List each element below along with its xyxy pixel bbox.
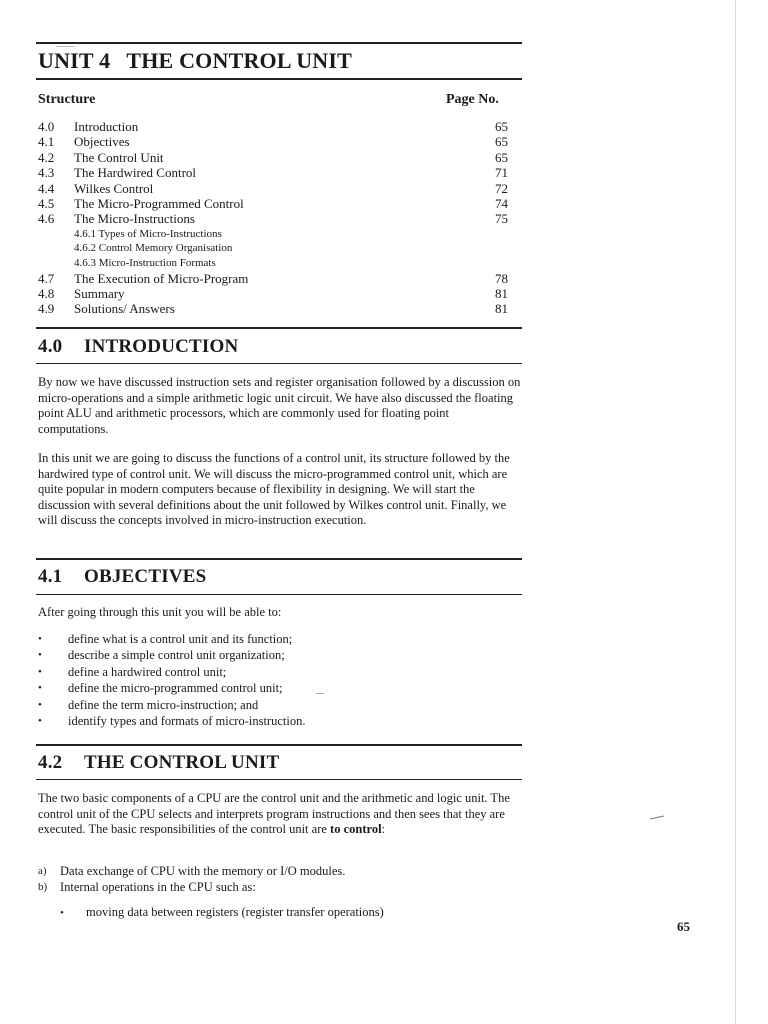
section-title: OBJECTIVES [84, 566, 207, 587]
toc-subentry [38, 241, 508, 256]
responsibility-item [38, 864, 518, 880]
intro-paragraph-2: In this unit we are going to discuss the functions of a control unit, its structure followed by the hardwired type of control unit. We will discuss the micro-programmed control unit, which are quite popular in modern computers because of flexibility in designing. We will start the discussion with several definitions about the unit followed by Wilkes control unit. Finally, we will discuss the concepts involved in micro-instruction execution. [38, 451, 510, 527]
toc-page: 65 [495, 134, 508, 150]
page-number: 65 [677, 919, 690, 934]
toc-page: 65 [495, 149, 508, 165]
toc-entry [38, 150, 508, 165]
structure-heading: Structure [38, 92, 96, 107]
toc-number: 4.7 [38, 270, 55, 286]
section-rule [36, 327, 522, 329]
toc-number: 4.2 [38, 149, 55, 165]
objective-item [38, 647, 518, 663]
toc-entry [38, 301, 508, 316]
toc-entry [38, 165, 508, 180]
toc-page: 81 [495, 301, 508, 317]
section-rule [36, 363, 522, 364]
toc-page: 65 [495, 119, 508, 134]
responsibility-list [38, 864, 518, 895]
toc-entry [38, 181, 508, 196]
section-rule [36, 744, 522, 746]
toc-text: 4.6.2 Control Memory Organisation [74, 242, 233, 255]
scan-mark [56, 46, 74, 47]
bullet-icon: • [60, 907, 64, 919]
scan-mark [316, 693, 324, 694]
objective-item [38, 697, 518, 713]
toc-number: 4.4 [38, 180, 55, 196]
toc-number: 4.8 [38, 285, 55, 301]
toc-number: 4.1 [38, 134, 55, 150]
control-unit-text: The two basic components of a CPU are the control unit and the arithmetic and logic unit. The control unit of the CPU selects and interprets program instructions and then sees that they are executed. The basic responsibilities of the control unit are [38, 791, 510, 836]
objective-item [38, 631, 518, 647]
responsibility-item [38, 880, 518, 896]
toc-text: Introduction [74, 119, 139, 134]
toc-number: 4.3 [38, 165, 55, 181]
toc-subentry [38, 227, 508, 242]
unit-title-text: THE CONTROL UNIT [126, 48, 353, 73]
unit-number: UNIT 4 [38, 48, 111, 73]
toc-subentry [38, 256, 508, 271]
bullet-icon: • [38, 633, 42, 645]
page-no-heading: Page No. [446, 92, 499, 107]
section-number: 4.1 [38, 566, 63, 587]
toc-page: 75 [495, 211, 508, 227]
toc-text: The Micro-Programmed Control [74, 195, 244, 211]
scan-edge-line [735, 0, 736, 1024]
toc-text: The Execution of Micro-Program [74, 270, 249, 286]
toc-entry [38, 119, 508, 134]
objective-text: describe a simple control unit organization; [68, 648, 285, 663]
objective-item [38, 713, 518, 729]
toc-entry [38, 286, 508, 301]
section-heading-introduction [38, 336, 238, 358]
toc-text: Objectives [74, 134, 130, 150]
toc-page: 78 [495, 270, 508, 286]
section-rule [36, 779, 522, 780]
toc-entry [38, 211, 508, 226]
objectives-list [38, 631, 518, 729]
toc-text: Wilkes Control [74, 180, 154, 196]
toc-number: 4.9 [38, 301, 55, 317]
toc-page: 74 [495, 195, 508, 211]
sub-bullet-item [60, 904, 384, 921]
bullet-icon: • [38, 682, 42, 695]
bullet-icon: • [38, 714, 42, 727]
section-heading-control-unit [38, 752, 279, 774]
list-text: Data exchange of CPU with the memory or I/O modules. [60, 864, 346, 878]
intro-paragraph-1: By now we have discussed instruction sets and register organisation followed by a discussion on micro-operations and a simple arithmetic logic unit circuit. We have also discussed the floating point ALU and arithmetic processors, which are commonly used for floating point computations. [38, 375, 521, 436]
list-label: b) [38, 880, 48, 893]
toc-number: 4.0 [38, 119, 55, 134]
objective-item [38, 680, 518, 696]
scan-mark [650, 816, 664, 820]
section-number: 4.0 [38, 336, 63, 357]
toc-text: The Hardwired Control [74, 165, 197, 181]
objective-text: define the term micro-instruction; and [68, 697, 259, 712]
bullet-icon: • [38, 698, 42, 711]
section-rule [36, 558, 522, 560]
toc-entry [38, 196, 508, 211]
objective-text: define the micro-programmed control unit; [68, 681, 283, 696]
toc-number: 4.5 [38, 195, 55, 211]
title-top-rule [36, 42, 522, 44]
objective-text: define what is a control unit and its function; [68, 632, 293, 646]
section-heading-objectives [38, 566, 206, 588]
toc-text: The Micro-Instructions [74, 211, 195, 227]
toc-page: 81 [495, 285, 508, 301]
objective-text: identify types and formats of micro-instruction. [68, 713, 306, 728]
toc-entry [38, 134, 508, 149]
toc-text: Summary [74, 285, 125, 301]
objective-text: define a hardwired control unit; [68, 664, 227, 679]
list-label: a) [38, 865, 47, 877]
objectives-lead: After going through this unit you will be able to: [38, 605, 282, 619]
toc-page: 72 [495, 180, 508, 196]
bullet-icon: • [38, 665, 42, 678]
control-unit-colon: : [381, 822, 386, 836]
section-rule [36, 594, 522, 595]
toc-text: Solutions/ Answers [74, 301, 175, 317]
toc-text: 4.6.3 Micro-Instruction Formats [74, 256, 216, 269]
toc-entry [38, 271, 508, 286]
toc-text: The Control Unit [74, 149, 164, 165]
list-text: Internal operations in the CPU such as: [60, 879, 256, 894]
objective-item [38, 664, 518, 680]
toc-number: 4.6 [38, 211, 55, 227]
sub-bullet-text: moving data between registers (register transfer operations) [86, 905, 384, 919]
toc-page: 71 [495, 165, 508, 181]
control-unit-emphasis: to control [330, 822, 382, 836]
bullet-icon: • [38, 649, 42, 662]
control-unit-paragraph [38, 791, 522, 838]
table-of-contents [38, 119, 508, 317]
unit-title [38, 48, 352, 74]
section-title: THE CONTROL UNIT [84, 752, 280, 773]
toc-text: 4.6.1 Types of Micro-Instructions [74, 227, 222, 240]
section-title: INTRODUCTION [84, 336, 239, 357]
section-number: 4.2 [38, 752, 63, 773]
title-bottom-rule [36, 78, 522, 80]
